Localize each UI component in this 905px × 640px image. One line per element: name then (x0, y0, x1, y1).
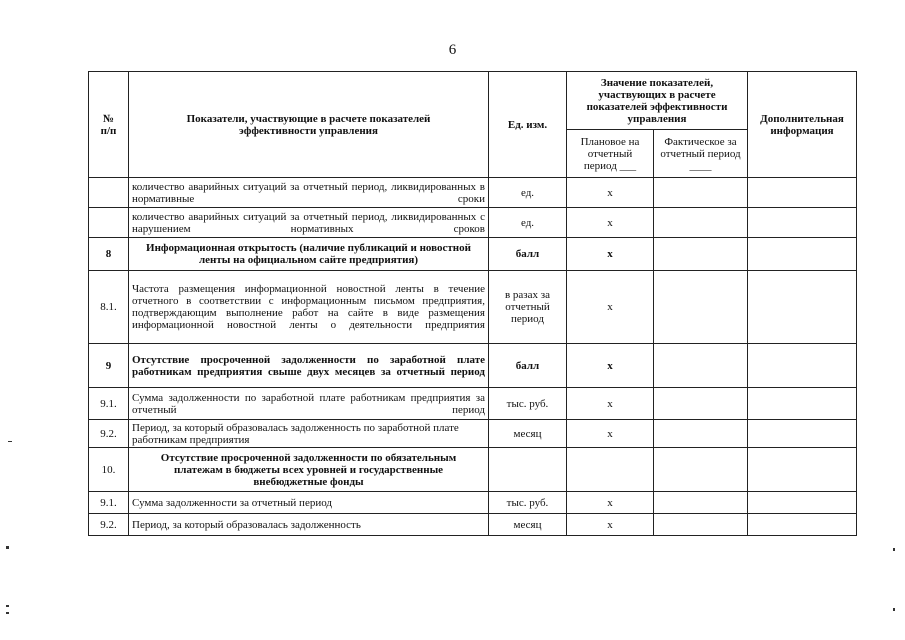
row-num: 10. (89, 448, 129, 492)
row-planned: х (567, 344, 654, 388)
scan-speck (6, 612, 9, 614)
row-unit (489, 448, 567, 492)
row-indicator: Сумма задолженности по заработной плате работникам предприятия за отчетный период (129, 388, 489, 420)
row-actual (654, 388, 748, 420)
row-num: 9.1. (89, 388, 129, 420)
row-extra (748, 388, 857, 420)
row-actual (654, 492, 748, 514)
header-planned: Плановое на отчетный период ___ (567, 130, 654, 178)
table-row (89, 420, 857, 448)
header-actual: Фактическое за отчетный период ____ (654, 130, 748, 178)
scan-speck (893, 608, 895, 611)
header-num: № п/п (89, 72, 129, 178)
row-planned: х (567, 238, 654, 271)
row-num: 9 (89, 344, 129, 388)
table-row (89, 238, 857, 271)
scan-speck (6, 605, 9, 607)
row-extra (748, 178, 857, 208)
indicators-table (88, 71, 857, 536)
row-indicator: количество аварийных ситуаций за отчетный период, ликвидированных в нормативные сроки (129, 178, 489, 208)
row-actual (654, 238, 748, 271)
row-extra (748, 271, 857, 344)
row-planned: х (567, 271, 654, 344)
page-number: 6 (448, 42, 457, 58)
row-unit: ед. (489, 208, 567, 238)
table-row (89, 178, 857, 208)
row-extra (748, 238, 857, 271)
row-num: 9.1. (89, 492, 129, 514)
row-planned: х (567, 492, 654, 514)
row-num: 8.1. (89, 271, 129, 344)
row-extra (748, 492, 857, 514)
row-num: 9.2. (89, 514, 129, 536)
row-actual (654, 448, 748, 492)
table-row (89, 208, 857, 238)
table-row (89, 344, 857, 388)
row-extra (748, 514, 857, 536)
table-row (89, 514, 857, 536)
row-planned: х (567, 208, 654, 238)
row-extra (748, 208, 857, 238)
row-num (89, 178, 129, 208)
row-extra (748, 420, 857, 448)
row-indicator: Период, за который образовалась задолженность (129, 514, 489, 536)
row-indicator: Информационная открытость (наличие публикаций и новостной ленты на официальном сайте предприятия) (129, 238, 489, 271)
table-row (89, 388, 857, 420)
row-actual (654, 271, 748, 344)
header-indicator: Показатели, участвующие в расчете показателей эффективности управления (129, 72, 489, 178)
row-num: 9.2. (89, 420, 129, 448)
row-indicator: Частота размещения информационной новостной ленты в течение отчетного в соответствии с информационным письмом предприятия, подтверждающим выполнение работ на сайте в виде размещения информационной новостной ленты о деятельности предприятия (129, 271, 489, 344)
row-unit: ед. (489, 178, 567, 208)
row-actual (654, 420, 748, 448)
row-unit: месяц (489, 514, 567, 536)
row-num (89, 208, 129, 238)
row-unit: в разах за отчетный период (489, 271, 567, 344)
row-planned: х (567, 514, 654, 536)
row-unit: тыс. руб. (489, 492, 567, 514)
row-planned: х (567, 388, 654, 420)
scan-speck (8, 441, 12, 442)
row-indicator: количество аварийных ситуаций за отчетный период, ликвидированных с нарушением нормативных сроков (129, 208, 489, 238)
scan-speck (6, 546, 9, 549)
row-planned: х (567, 178, 654, 208)
row-actual (654, 178, 748, 208)
row-unit: балл (489, 238, 567, 271)
row-unit: балл (489, 344, 567, 388)
row-extra (748, 344, 857, 388)
row-indicator: Отсутствие просроченной задолженности по заработной плате работникам предприятия свыше двух месяцев за отчетный период (129, 344, 489, 388)
row-planned: х (567, 420, 654, 448)
row-num: 8 (89, 238, 129, 271)
row-extra (748, 448, 857, 492)
row-unit: месяц (489, 420, 567, 448)
table-row (89, 492, 857, 514)
row-actual (654, 514, 748, 536)
row-indicator: Отсутствие просроченной задолженности по обязательным платежам в бюджеты всех уровней и государственные внебюджетные фонды (129, 448, 489, 492)
header-extra: Дополнительная информация (748, 72, 857, 178)
header-unit: Ед. изм. (489, 72, 567, 178)
table-row (89, 448, 857, 492)
scan-speck (893, 548, 895, 551)
row-actual (654, 344, 748, 388)
row-actual (654, 208, 748, 238)
row-indicator: Сумма задолженности за отчетный период (129, 492, 489, 514)
row-indicator: Период, за который образовалась задолженность по заработной плате работникам предприятия (129, 420, 489, 448)
table-row (89, 271, 857, 344)
row-planned (567, 448, 654, 492)
row-unit: тыс. руб. (489, 388, 567, 420)
header-value-group: Значение показателей, участвующих в расчете показателей эффективности управления (567, 72, 748, 130)
